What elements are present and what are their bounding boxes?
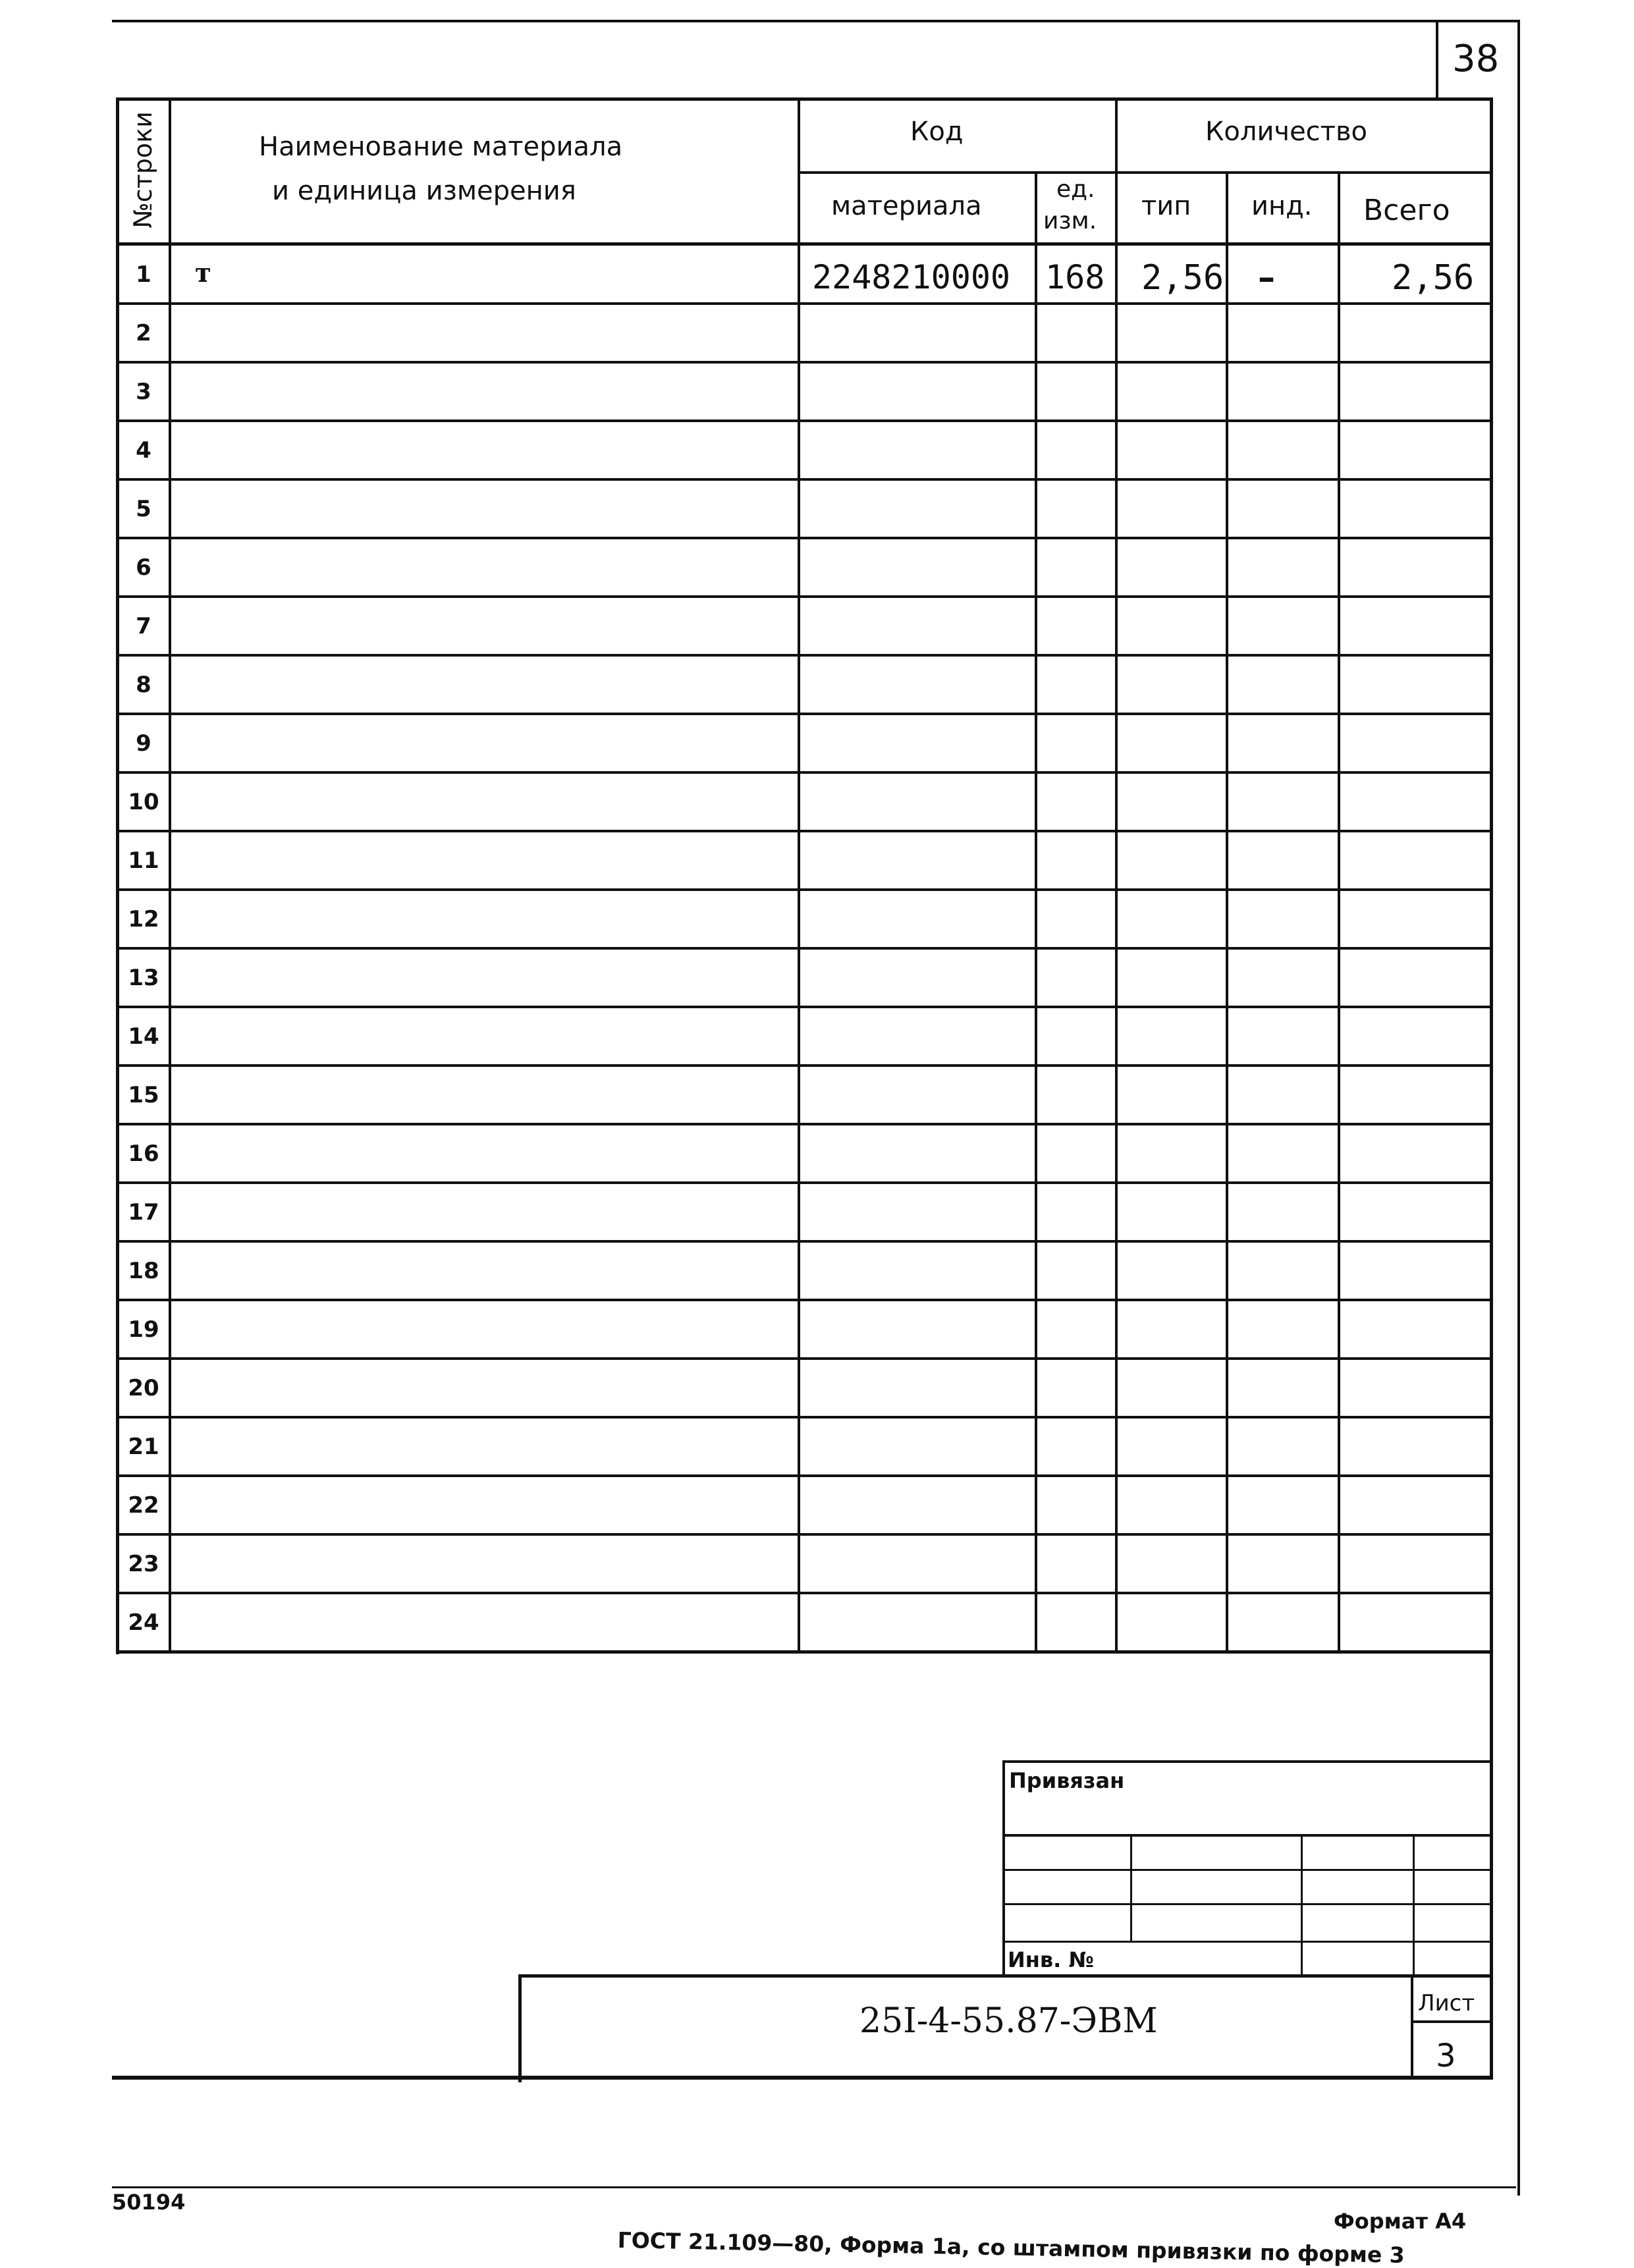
row-number: 12 xyxy=(128,905,159,932)
name-header-line1: Наименование материала xyxy=(259,132,623,162)
row-separator xyxy=(117,1592,1491,1594)
privyazan-label: Привязан xyxy=(1009,1768,1125,1793)
row-number-header: №строки xyxy=(128,111,157,229)
row-separator xyxy=(117,1474,1491,1477)
row-number: 11 xyxy=(128,847,159,874)
row-separator xyxy=(117,771,1491,774)
code-group-header: Код xyxy=(910,117,964,147)
row-separator xyxy=(117,830,1491,832)
row-separator xyxy=(117,478,1491,481)
row-separator xyxy=(117,654,1491,657)
row-number: 6 xyxy=(136,554,151,581)
row-separator xyxy=(117,1064,1491,1067)
row-separator xyxy=(117,595,1491,598)
unit-header-line2: изм. xyxy=(1043,207,1097,234)
row-separator xyxy=(117,1299,1491,1301)
row-separator xyxy=(117,713,1491,715)
name-header-line2: и единица измерения xyxy=(272,176,576,206)
row-separator xyxy=(117,1123,1491,1125)
row1-type-cell: 2,56 xyxy=(1141,258,1224,298)
row-separator xyxy=(117,537,1491,539)
row-number: 1 xyxy=(136,261,151,288)
row-number: 17 xyxy=(128,1199,159,1226)
qty-group-header: Количество xyxy=(1205,117,1368,147)
row-separator xyxy=(117,1416,1491,1418)
row-separator xyxy=(117,947,1491,950)
qty-type-header: тип xyxy=(1141,191,1191,221)
format-label: Формат А4 xyxy=(1334,2209,1467,2234)
row-number: 8 xyxy=(136,671,151,698)
row-separator xyxy=(117,1006,1491,1008)
row-separator xyxy=(117,888,1491,891)
document-id: 50194 xyxy=(112,2190,186,2215)
row-number: 7 xyxy=(136,612,151,639)
row-number: 10 xyxy=(128,788,159,815)
gost-note: ГОСТ 21.109—80, Форма 1а, со штампом привязки по форме 3 xyxy=(617,2227,1405,2268)
row-separator xyxy=(117,1357,1491,1360)
row-number: 9 xyxy=(136,730,151,757)
row-number: 23 xyxy=(128,1550,159,1577)
row-number: 3 xyxy=(136,378,151,405)
row1-total-cell: 2,56 xyxy=(1392,258,1475,298)
inv-no-label: Инв. № xyxy=(1008,1947,1094,1972)
row-separator xyxy=(117,1533,1491,1536)
row1-ind-cell: – xyxy=(1258,258,1275,298)
row-number: 15 xyxy=(128,1081,159,1108)
row-number: 19 xyxy=(128,1316,159,1343)
row1-code-cell: 2248210000 xyxy=(812,258,1011,296)
row-number: 21 xyxy=(128,1433,159,1460)
row-separator xyxy=(117,1181,1491,1184)
row-number: 18 xyxy=(128,1257,159,1284)
sheet-label: Лист xyxy=(1418,1990,1475,2016)
row-number: 14 xyxy=(128,1023,159,1050)
row-separator xyxy=(117,1240,1491,1243)
page-number: 38 xyxy=(1452,38,1500,80)
row-separator xyxy=(117,361,1491,364)
unit-header-line1: ед. xyxy=(1056,176,1095,203)
row-number: 4 xyxy=(136,437,151,464)
qty-ind-header: инд. xyxy=(1251,191,1313,221)
row-separator xyxy=(117,302,1491,305)
code-material-header: материала xyxy=(831,191,982,221)
row-separator xyxy=(117,419,1491,422)
row-number: 2 xyxy=(136,319,151,346)
row-number: 22 xyxy=(128,1492,159,1519)
document-code: 25I-4-55.87-ЭВМ xyxy=(859,2001,1158,2041)
row-number: 24 xyxy=(128,1609,159,1636)
row-number: 5 xyxy=(136,495,151,522)
row-number: 20 xyxy=(128,1374,159,1401)
row-number: 16 xyxy=(128,1140,159,1167)
qty-total-header: Всего xyxy=(1363,194,1450,227)
row1-name-cell: т xyxy=(195,257,211,288)
row-number: 13 xyxy=(128,964,159,991)
sheet-number: 3 xyxy=(1436,2038,1456,2074)
row1-unit-cell: 168 xyxy=(1045,258,1105,296)
